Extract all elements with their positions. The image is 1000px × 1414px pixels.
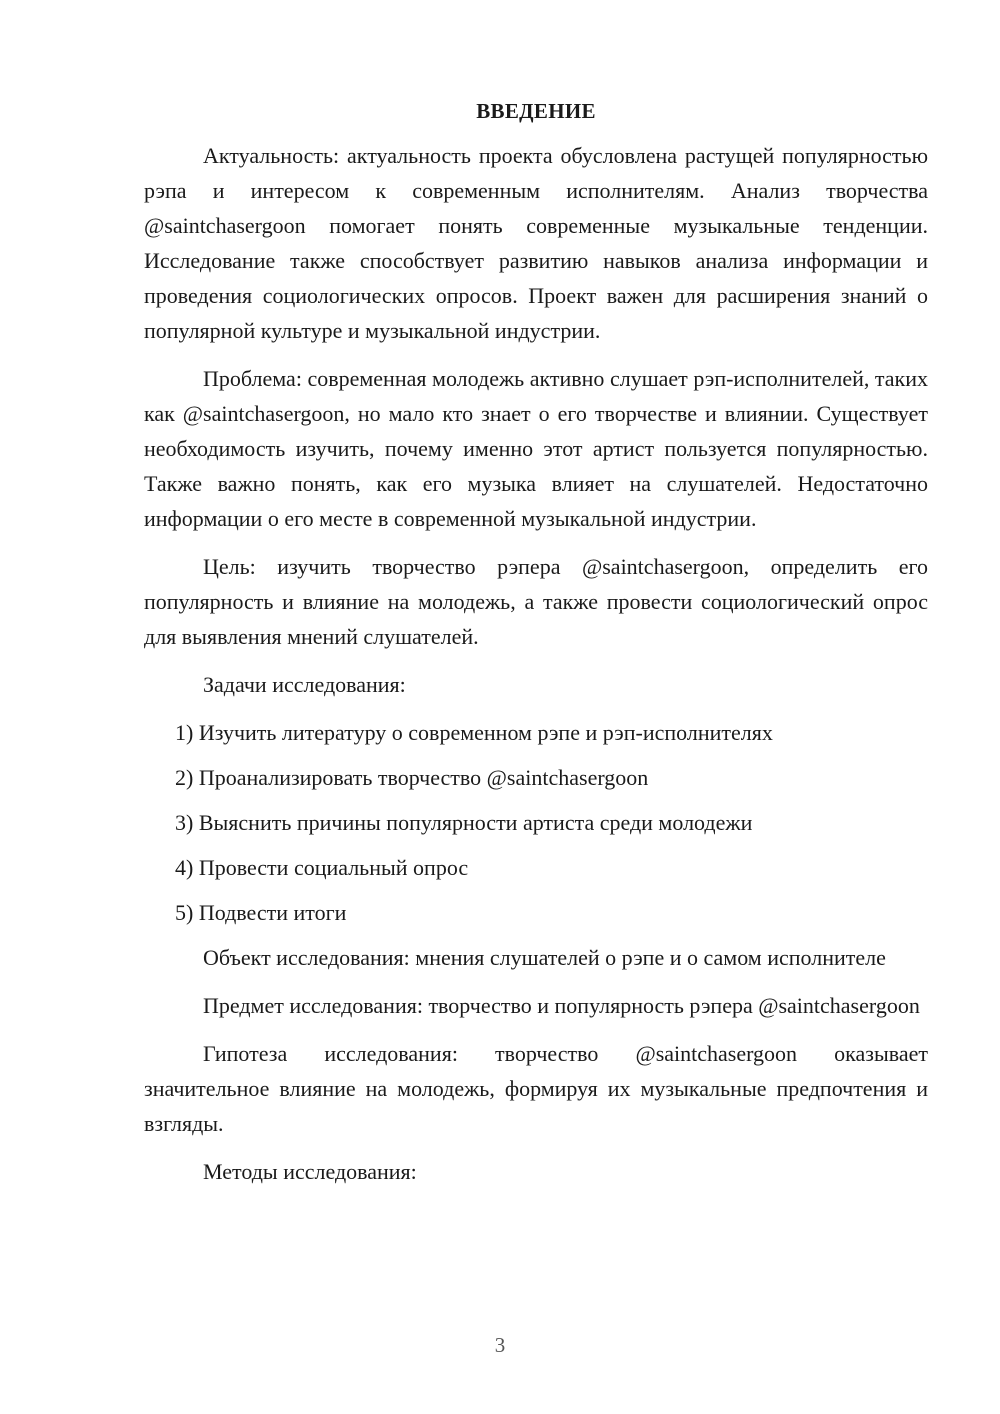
list-item: 4) Провести социальный опрос — [175, 855, 469, 880]
problem-paragraph: Проблема: современная молодежь активно слушает рэп-исполнителей, таких как @saintchasergoon, но мало кто знает о его творчестве и влиянии. Существует необходимость изучить, почему именно этот артист пользуется популярностью. Также важно понять, как его музыка влияет на слушателей. Недостаточно информации о его месте в современной музыкальной индустрии. — [144, 366, 928, 531]
tasks-heading: Задачи исследования: — [203, 672, 406, 697]
list-item: 1) Изучить литературу о современном рэпе и рэп-исполнителях — [175, 720, 773, 745]
hypothesis-paragraph: Гипотеза исследования: творчество @saintchasergoon оказывает значительное влияние на молодежь, формируя их музыкальные предпочтения и взгляды. — [144, 1041, 928, 1136]
list-item: 3) Выяснить причины популярности артиста среди молодежи — [175, 810, 753, 835]
list-item: 5) Подвести итоги — [175, 900, 347, 925]
tasks-list — [144, 715, 928, 930]
list-item: 2) Проанализировать творчество @saintchasergoon — [175, 765, 649, 790]
subject-paragraph: Предмет исследования: творчество и популярность рэпера @saintchasergoon — [203, 993, 920, 1018]
object-paragraph: Объект исследования: мнения слушателей о рэпе и о самом исполнителе — [203, 945, 886, 970]
page-title: ВВЕДЕНИЕ — [476, 99, 596, 123]
relevance-paragraph: Актуальность: актуальность проекта обусловлена растущей популярностью рэпа и интересом к современным исполнителям. Анализ творчества @saintchasergoon помогает понять современные музыкальные тенденции. Исследование также способствует развитию навыков анализа информации и проведения социологических опросов. Проект важен для расширения знаний о популярной культуре и музыкальной индустрии. — [144, 143, 928, 343]
page-number: 3 — [494, 1333, 506, 1357]
methods-heading: Методы исследования: — [203, 1159, 417, 1184]
page-content — [144, 96, 928, 1202]
goal-paragraph: Цель: изучить творчество рэпера @saintchasergoon, определить его популярность и влияние на молодежь, а также провести социологический опрос для выявления мнений слушателей. — [144, 554, 928, 649]
